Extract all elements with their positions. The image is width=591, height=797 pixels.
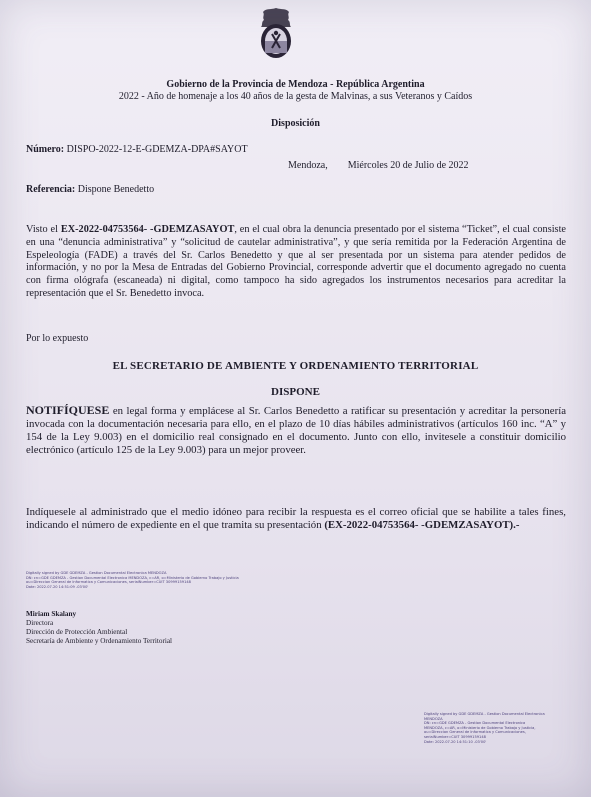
notifiquese-paragraph bbox=[26, 404, 566, 457]
government-header: Gobierno de la Provincia de Mendoza - República Argentina bbox=[166, 79, 425, 90]
sig2-line: DN: cn=GDE GDEMZA - Gestion Documental Electronica bbox=[424, 721, 526, 726]
province-seal-icon bbox=[256, 6, 296, 62]
document-number bbox=[26, 144, 248, 155]
por-lo-expuesto: Por lo expuesto bbox=[26, 333, 89, 344]
sig1-line: Digitally signed by GDE GDEMZA - Gestion Documental Electronica MENDOZA bbox=[26, 571, 167, 575]
notifiquese-word: NOTIFÍQUESE bbox=[26, 403, 110, 417]
place: Mendoza, bbox=[288, 160, 328, 171]
dispone-heading: DISPONE bbox=[271, 386, 320, 398]
reference-line bbox=[26, 184, 154, 195]
date: Miércoles 20 de Julio de 2022 bbox=[347, 160, 469, 171]
digital-signature-stamp-1 bbox=[26, 571, 239, 589]
sig1-line: DN: cn=GDE GDEMZA - Gestion Documental Electronica MENDOZA, c=AR, o=Ministerio de Gobierno Trabajo y Justicia bbox=[26, 575, 239, 580]
reference-label: Referencia: bbox=[26, 184, 76, 195]
signer-block bbox=[26, 610, 172, 646]
sig2-line: Date: 2022.07.20 14:51:10 -03'00' bbox=[424, 739, 487, 744]
p3-expediente: (EX-2022-04753564- -GDEMZASAYOT).- bbox=[324, 519, 520, 531]
sig2-line: serialNumber=CUIT 30999159148 bbox=[424, 734, 486, 739]
p2-body: en legal forma y emplácese al Sr. Carlos Benedetto a ratificar su presentación y acreditar la personería invocada con la documentación necesaria para ello, en el plazo de 10 días hábiles administrativos (artículos 160 inc. “A” y 154 de la Ley 9.003) en el domicilio real consignado en el documento. Junto con ello, invitesele a constituir domicilio electrónico (artículo 125 de la Ley 9.003) para un mejor proveer. bbox=[26, 405, 566, 456]
signer-office: Dirección de Protección Ambiental bbox=[26, 628, 128, 636]
number-value: DISPO-2022-12-E-GDEMZA-DPA#SAYOT bbox=[66, 144, 248, 155]
considerando-paragraph bbox=[26, 224, 566, 301]
sig2-line: Digitally signed by GDE GDEMZA - Gestion Documental Electronica bbox=[424, 712, 545, 716]
reference-value: Dispone Benedetto bbox=[77, 184, 155, 195]
date-line bbox=[288, 160, 469, 171]
p3-body: Indíquesele al administrado que el medio idóneo para recibir la respuesta es el correo oficial que se habilite a tales fines, indicando el número de expediente en el que tramita su presentación bbox=[26, 506, 566, 531]
signer-name: Miriam Skalany bbox=[26, 610, 77, 618]
sig2-line: MENDOZA bbox=[424, 716, 443, 721]
secretario-heading: EL SECRETARIO DE AMBIENTE Y ORDENAMIENTO TERRITORIAL bbox=[112, 360, 479, 372]
digital-signature-stamp-2 bbox=[424, 712, 545, 744]
p1-expediente: EX-2022-04753564- -GDEMZASAYOT bbox=[60, 224, 235, 235]
sig1-line: ou=Direccion General de Informatica y Comunicaciones, serialNumber=CUIT 30999159148 bbox=[26, 580, 191, 585]
signer-role: Directora bbox=[26, 619, 54, 627]
sig1-line: Date: 2022.07.20 14:51:09 -03'00' bbox=[26, 584, 89, 589]
indiquesele-paragraph bbox=[26, 506, 566, 532]
p1-intro: Visto el bbox=[26, 224, 61, 235]
number-label: Número: bbox=[26, 144, 65, 155]
sig2-line: MENDOZA, c=AR, o=Ministerio de Gobierno Trabajo y Justicia, bbox=[424, 725, 536, 730]
p1-body: , en el cual obra la denuncia presentado por el sistema “Ticket”, el cual consiste en una “denuncia administrativa” y “solicitud de cautelar administrativa”, y que sería remitida por la Federación Argentina de Espeleología (FADE) a través del Sr. Carlos Benedetto y que al ser presentada por un sistema para atender pedidos de información, y no por la Mesa de Entradas del Gobierno Provincial, corresponde advertir que el documento agregado no cuenta con firma ológrafa (escaneada) ni digital, como tampoco ha sido agregados los instrumentos necesarios para acreditar la representación que el Sr. Benedetto invoca. bbox=[26, 224, 566, 299]
year-motto: 2022 - Año de homenaje a los 40 años de la gesta de Malvinas, a sus Veteranos y Caídos bbox=[118, 91, 473, 102]
signer-ministry: Secretaría de Ambiente y Ordenamiento Territorial bbox=[26, 637, 173, 645]
sig2-line: ou=Direccion General de Informatica y Comunicaciones, bbox=[424, 730, 526, 735]
document-type: Disposición bbox=[271, 118, 320, 129]
